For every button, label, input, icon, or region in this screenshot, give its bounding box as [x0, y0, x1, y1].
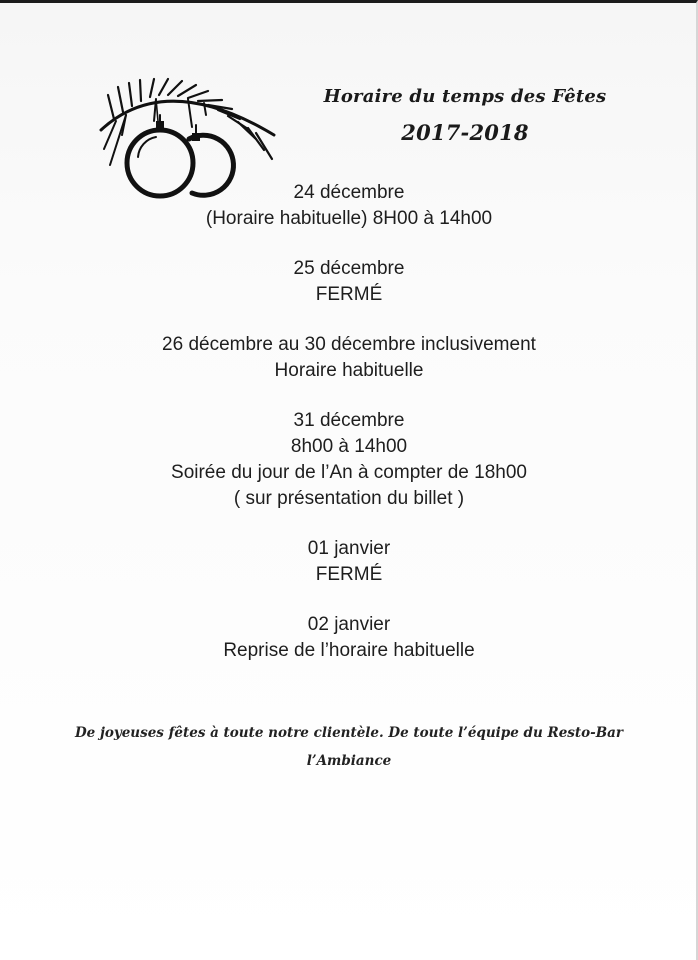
schedule-list [60, 180, 638, 688]
schedule-hours: Horaire habituelle [274, 360, 424, 381]
schedule-date: 24 décembre [293, 182, 405, 203]
schedule-entry-dec31 [60, 408, 638, 512]
footer-greeting: De joyeuses fêtes à toute notre clientèle. De toute l’équipe du Resto-Bar [74, 725, 624, 741]
schedule-hours: Reprise de l’horaire habituelle [223, 640, 475, 661]
page-title: Horaire du temps des Fêtes [323, 86, 607, 107]
footer-business-name: l’Ambiance [306, 753, 392, 769]
schedule-status: FERMÉ [315, 284, 383, 305]
schedule-entry-jan02 [60, 612, 638, 664]
schedule-entry-dec26-30 [60, 332, 638, 384]
schedule-entry-dec25 [60, 256, 638, 308]
schedule-date: 25 décembre [293, 258, 405, 279]
schedule-date: 02 janvier [307, 614, 391, 635]
schedule-date: 31 décembre [293, 410, 405, 431]
schedule-event-note: Soirée du jour de l’An à compter de 18h00 [171, 462, 527, 483]
page-subtitle-years: 2017-2018 [401, 120, 529, 145]
schedule-hours: (Horaire habituelle) 8H00 à 14h00 [205, 208, 493, 229]
schedule-status: FERMÉ [315, 564, 383, 585]
schedule-entry-dec24 [60, 180, 638, 232]
schedule-date-range: 26 décembre au 30 décembre inclusivement [162, 334, 536, 355]
schedule-date: 01 janvier [307, 538, 391, 559]
schedule-ticket-note: ( sur présentation du billet ) [233, 488, 465, 509]
schedule-hours: 8h00 à 14h00 [290, 436, 408, 457]
schedule-entry-jan01 [60, 536, 638, 588]
